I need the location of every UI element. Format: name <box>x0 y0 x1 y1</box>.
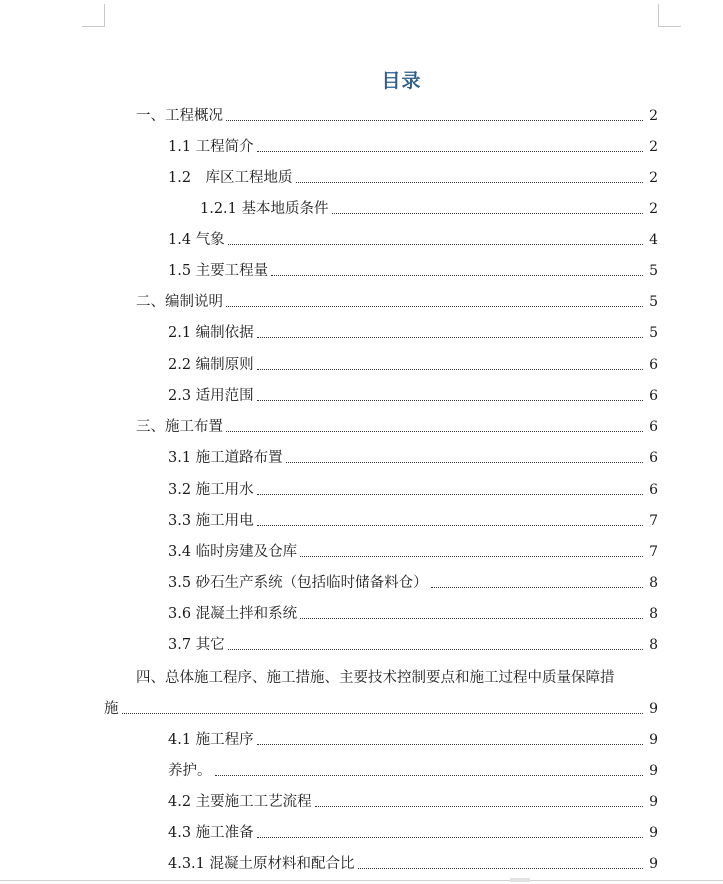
toc-entry[interactable] <box>168 167 658 189</box>
toc-dot-leader <box>332 213 643 214</box>
toc-title: 目录 <box>381 70 422 92</box>
toc-page-number: 8 <box>649 637 658 653</box>
toc-entry-text: 1.2.1 基本地质条件 <box>200 201 329 217</box>
toc-page-number: 9 <box>649 732 658 748</box>
toc-entry-text: 3.5 砂石生产系统（包括临时储备料仓） <box>168 575 428 591</box>
toc-entry[interactable] <box>168 447 658 469</box>
scroll-indicator[interactable] <box>510 878 530 882</box>
toc-entry[interactable] <box>168 853 658 875</box>
toc-entry-text: 施 <box>104 701 119 717</box>
toc-dot-leader <box>226 120 643 121</box>
toc-page-number: 7 <box>649 513 658 529</box>
toc-entry-text: 1.4 气象 <box>168 232 225 248</box>
toc-dot-leader <box>122 713 644 714</box>
page-bottom-edge <box>0 880 723 881</box>
toc-dot-leader <box>257 369 643 370</box>
toc-entry[interactable] <box>168 822 658 844</box>
toc-dot-leader <box>226 306 643 307</box>
toc-entry[interactable] <box>168 791 658 813</box>
toc-dot-leader <box>296 182 643 183</box>
toc-entry-text: 4.3 施工准备 <box>168 825 254 841</box>
toc-entry-text: 二、编制说明 <box>136 294 223 310</box>
toc-entry-text: 1.2 库区工程地质 <box>168 170 293 186</box>
toc-entry-text: 3.6 混凝土拌和系统 <box>168 606 298 622</box>
toc-page-number: 6 <box>649 388 658 404</box>
toc-entry[interactable] <box>168 260 658 282</box>
toc-page-number: 6 <box>649 419 658 435</box>
toc-page-number: 5 <box>649 263 658 279</box>
page-corner-mark-right <box>658 4 681 27</box>
toc-dot-leader <box>215 775 644 776</box>
toc-entry[interactable] <box>168 136 658 158</box>
toc-entry-text: 1.1 工程简介 <box>168 139 254 155</box>
toc-entry[interactable] <box>168 322 658 344</box>
toc-entry[interactable] <box>136 291 658 313</box>
toc-page-number: 9 <box>649 856 658 872</box>
toc-entry-text: 3.4 临时房建及仓库 <box>168 544 298 560</box>
toc-entry-text: 一、工程概况 <box>136 108 223 124</box>
toc-page-number: 7 <box>649 544 658 560</box>
toc-entry-text: 3.3 施工用电 <box>168 513 254 529</box>
toc-page-number: 2 <box>649 201 658 217</box>
toc-dot-leader <box>228 244 643 245</box>
toc-page-number: 4 <box>649 232 658 248</box>
toc-entry-text: 4.1 施工程序 <box>168 732 254 748</box>
toc-entry[interactable] <box>168 479 658 501</box>
toc-entry[interactable] <box>168 572 658 594</box>
toc-entry-text: 4.2 主要施工工艺流程 <box>168 794 312 810</box>
toc-heading-section-4[interactable]: 四、总体施工程序、施工措施、主要技术控制要点和施工过程中质量保障措 <box>136 670 615 686</box>
toc-dot-leader <box>257 494 643 495</box>
page-corner-mark-left <box>82 4 105 27</box>
toc-entry-text: 3.2 施工用水 <box>168 482 254 498</box>
toc-entry-text: 2.3 适用范围 <box>168 388 254 404</box>
toc-entry[interactable] <box>168 603 658 625</box>
toc-entry-text: 3.1 施工道路布置 <box>168 450 283 466</box>
toc-page-number: 5 <box>649 294 658 310</box>
toc-entry[interactable] <box>168 354 658 376</box>
toc-entry[interactable] <box>200 198 658 220</box>
toc-page-number: 9 <box>649 763 658 779</box>
toc-entry-text: 2.1 编制依据 <box>168 325 254 341</box>
toc-entry[interactable] <box>168 541 658 563</box>
toc-dot-leader <box>257 400 643 401</box>
toc-dot-leader <box>358 868 643 869</box>
toc-entry-text: 2.2 编制原则 <box>168 357 254 373</box>
toc-dot-leader <box>431 587 643 588</box>
toc-dot-leader <box>226 431 643 432</box>
toc-page-number: 9 <box>649 794 658 810</box>
toc-dot-leader <box>228 649 643 650</box>
toc-dot-leader <box>271 275 643 276</box>
toc-dot-leader <box>257 151 643 152</box>
toc-page-number: 6 <box>649 482 658 498</box>
toc-dot-leader <box>257 837 643 838</box>
toc-entry[interactable] <box>136 105 658 127</box>
toc-entry[interactable] <box>168 634 658 656</box>
toc-page-number: 6 <box>649 357 658 373</box>
toc-dot-leader <box>315 806 643 807</box>
toc-dot-leader <box>257 525 643 526</box>
toc-dot-leader <box>300 556 643 557</box>
toc-dot-leader <box>257 744 643 745</box>
toc-entry-text: 养护。 <box>168 763 212 779</box>
toc-entry[interactable] <box>168 510 658 532</box>
toc-page-number: 8 <box>649 575 658 591</box>
toc-entry-text: 三、施工布置 <box>136 419 223 435</box>
toc-entry-text: 3.7 其它 <box>168 637 225 653</box>
toc-page-number: 9 <box>649 701 658 717</box>
toc-page-number: 8 <box>649 606 658 622</box>
toc-entry[interactable] <box>168 385 658 407</box>
toc-entry[interactable] <box>136 416 658 438</box>
toc-entry[interactable] <box>168 229 658 251</box>
toc-page-number: 5 <box>649 325 658 341</box>
toc-dot-leader <box>257 337 643 338</box>
toc-entry[interactable] <box>104 698 658 720</box>
toc-entry-text: 4.3.1 混凝土原材料和配合比 <box>168 856 355 872</box>
toc-entry[interactable] <box>168 760 658 782</box>
toc-page-number: 6 <box>649 450 658 466</box>
toc-dot-leader <box>286 462 643 463</box>
toc-entry[interactable] <box>168 729 658 751</box>
toc-page-number: 9 <box>649 825 658 841</box>
toc-dot-leader <box>300 618 643 619</box>
toc-entry-text: 1.5 主要工程量 <box>168 263 269 279</box>
toc-page-number: 2 <box>649 108 658 124</box>
toc-page-number: 2 <box>649 170 658 186</box>
toc-page-number: 2 <box>649 139 658 155</box>
